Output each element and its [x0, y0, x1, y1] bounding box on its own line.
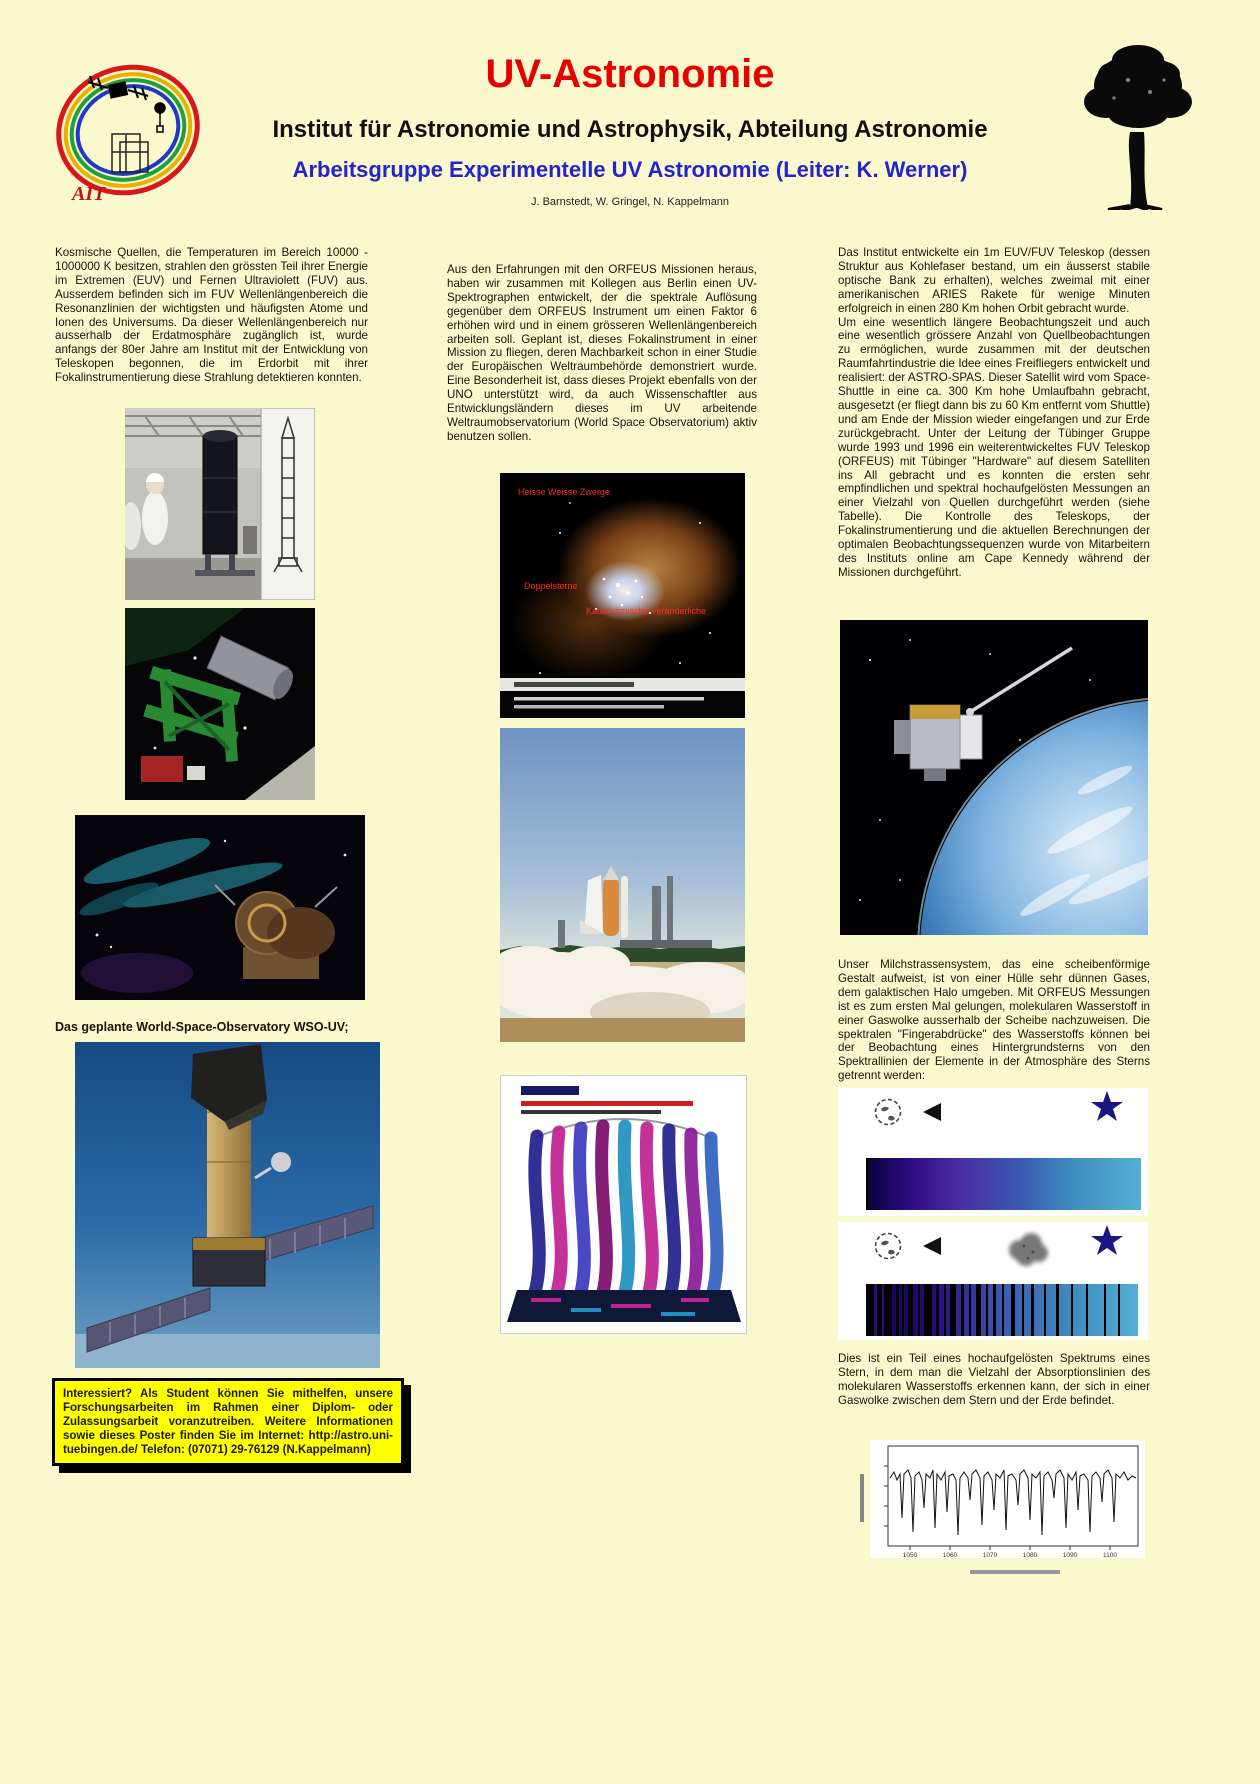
intro-paragraph: Kosmische Quellen, die Temperaturen im Bereich 10000 - 1000000 K besitzen, strahlen den grössten Teil ihrer Energie im Extremen (EUV) und Fernen Ultraviolett (FUV) aus. Ausserdem befinden sich im FUV Wellenlängenbereich die Resonanzlinien der wichtigsten und häufigsten Atome und Ionen des Universums. Da dieser Wellenlängenbereich nur ausserhalb der Erdatmosphäre zugänglich ist, wurde anfangs der 80er Jahre am Institut mit der Entwicklung von Teleskopen begonnen, die im Erdorbit mit ihrer Fokalinstrumentierung diese Strahlung detektieren konnten.	[55, 246, 368, 385]
halo-paragraph: Unser Milchstrassensystem, das eine scheibenförmige Gestalt aufweist, ist von einer Hülle sehr dünnen Gases, dem galaktischen Halo umgeben. Mit ORFEUS Messungen ist es zum ersten Mal gelungen, molekularen Wasserstoff in einer Gaswolke ausserhalb der Scheibe nachzuweisen. Die spektralen "Fingerabdrücke" des Wasserstoffs können bei der Beobachtung eines Hintergrundsterns von den Spektrallinien der Elemente in der Atmosphäre des Sterns getrennt werden:	[838, 958, 1150, 1083]
balloon-icon	[155, 103, 165, 132]
authors-line: J. Barnstedt, W. Gringel, N. Kappelmann	[530, 196, 730, 208]
telescope-structure-photo	[125, 608, 315, 800]
spectrum-explanation-paragraph: Dies ist ein Teil eines hochaufgelösten Spektrums eines Stern, in dem man die Vielzahl der Absorptionslinien des molekularen Wasserstoffs erkennen kann, der sich in einer Gaswolke zwischen dem Stern und der Erde befindet.	[838, 1352, 1150, 1407]
x-axis-title-illegible	[970, 1570, 1060, 1574]
cleanroom-telescope-photo	[125, 408, 315, 600]
telescope-history-part1: Das Institut entwickelte ein 1m EUV/FUV Teleskop (dessen Struktur aus Kohlefaser bestand, um ein äusserst stabile optische Bank zu erhalten), welches zweimal mit einer amerikanischen ARIES Rakete für wenige Minuten erfolgreich in einen 280 Km hohen Orbit gebracht wurde.	[838, 246, 1150, 315]
earth-icon	[872, 1230, 904, 1262]
orfeus-paragraph: Aus den Erfahrungen mit den ORFEUS Missionen heraus, haben wir zusammen mit Kollegen aus Berlin einen UV-Spektrographen entwickelt, der die spektrale Auflösung gegenüber dem ORFEUS Instrument um einen Faktor 6 erhöhen wird und in einem grösseren Wellenlängenbereich arbeiten soll. Geplant ist, dieses Fokalinstrument in einer Mission zu fliegen, deren Machbarkeit schon in einer Studie der Europäischen Weltraumbehörde demonstriert wurde. Eine Besonderheit ist, dass dieses Projekt ebenfalls von der UNO unterstützt wird, da auch Wissenschaftler aus Entwicklungsländern dieses im UV arbeitende Weltraumobservatorium (World Space Observatorium) aktiv benutzen sollen.	[447, 263, 757, 443]
nebula-image	[500, 473, 745, 718]
orfeus-instrument-photo	[75, 815, 365, 1000]
x-tick-label: 1090	[1062, 1552, 1078, 1559]
earth-icon	[872, 1096, 904, 1128]
astro-spas-photo	[840, 620, 1148, 935]
nebula-label: Heisse Weisse Zwerge	[518, 487, 610, 497]
x-tick-label: 1070	[982, 1552, 998, 1559]
y-axis-label-illegible	[860, 1474, 864, 1522]
poster-title: UV-Astronomie	[485, 52, 775, 96]
wso-caption: Das geplante World-Space-Observatory WSO-UV;	[55, 1020, 349, 1034]
instrument-sketch-icon	[112, 134, 148, 172]
spectrum-diagram-panel-2	[838, 1222, 1148, 1340]
student-info-box	[52, 1378, 404, 1466]
group-subtitle: Arbeitsgruppe Experimentelle UV Astronomie (Leiter: K. Werner)	[292, 157, 968, 182]
nebula-label: Kataklysmische Veränderliche	[586, 606, 707, 616]
tree-graphic	[1078, 40, 1200, 210]
student-info-text: Interessiert? Als Student können Sie mithelfen, unsere Forschungsarbeiten im Rahmen einer Diplom- oder Zulassungsarbeit voranzutreiben. Weitere Informationen sowie dieses Poster finden Sie im Internet: http://astro.uni-tuebingen.de/ Telefon: (07071) 29-76129 (N.Kappelmann)	[63, 1388, 393, 1456]
star-icon	[1090, 1090, 1124, 1124]
ait-logo	[50, 42, 205, 210]
rocket-sketch-panel	[261, 408, 315, 600]
nebula-label: Doppelsterne	[524, 581, 578, 591]
shuttle-launch-photo	[500, 728, 745, 1042]
x-tick-label: 1080	[1022, 1552, 1038, 1559]
x-tick-label: 1100	[1103, 1552, 1117, 1559]
h2-spectrum-plot	[850, 1440, 1150, 1580]
logo-ait-text: AIT	[72, 183, 106, 205]
telescope-cone-icon	[920, 1236, 942, 1256]
spectrum-diagram-panel-1	[838, 1088, 1148, 1216]
echelle-spectra-figure	[500, 1075, 747, 1334]
star-icon	[1090, 1224, 1124, 1258]
telescope-cone-icon	[920, 1102, 942, 1122]
telescope-history-paragraph	[838, 246, 1150, 580]
x-tick-label: 1060	[942, 1552, 958, 1559]
spectrum-bar-continuous	[866, 1158, 1141, 1210]
telescope-history-part2: Um eine wesentlich längere Beobachtungszeit und auch eine wesentlich grössere Anzahl von Quellbeobachtungen zu ermöglichen, wurde zusammen mit der deutschen Raumfahrtindustrie die Idee eines Freifliegers entwickelt und realisiert: der ASTRO-SPAS. Dieser Satellit wird vom Space-Shuttle in eine ca. 300 Km hohe Umlaufbahn gebracht, ausgesetzt (er fliegt dann bis zu 60 Km entfernt vom Shuttle) und am Ende der Mission wieder eingefangen und zur Erde zurückgebracht. Unter der Leitung der Tübinger Gruppe wurde 1993 und 1996 ein weiterentwickeltes FUV Teleskop (ORFEUS) mit Tübinger "Hardware" auf diesem Satelliten ins All gebracht und es konnten die ersten sehr empfindlichen und spektral hochaufgelösten Messungen an einer Vielzahl von Quellen durchgeführt werden (siehe Tabelle). Die Kontrolle des Teleskops, der Fokalinstrumentierung und die aktuellen Berechnungen der optimalen Beobachtungssequenzen wurde von Mitarbeitern des Instituts online am Cape Kennedy während der Missionen durchgeführt.	[838, 315, 1150, 579]
wso-satellite-image	[75, 1042, 380, 1368]
spectrum-bar-absorption	[866, 1284, 1138, 1336]
gas-cloud-icon	[1000, 1222, 1052, 1274]
institute-subtitle: Institut für Astronomie und Astrophysik, Abteilung Astronomie	[272, 116, 988, 143]
x-tick-label: 1050	[902, 1552, 918, 1559]
